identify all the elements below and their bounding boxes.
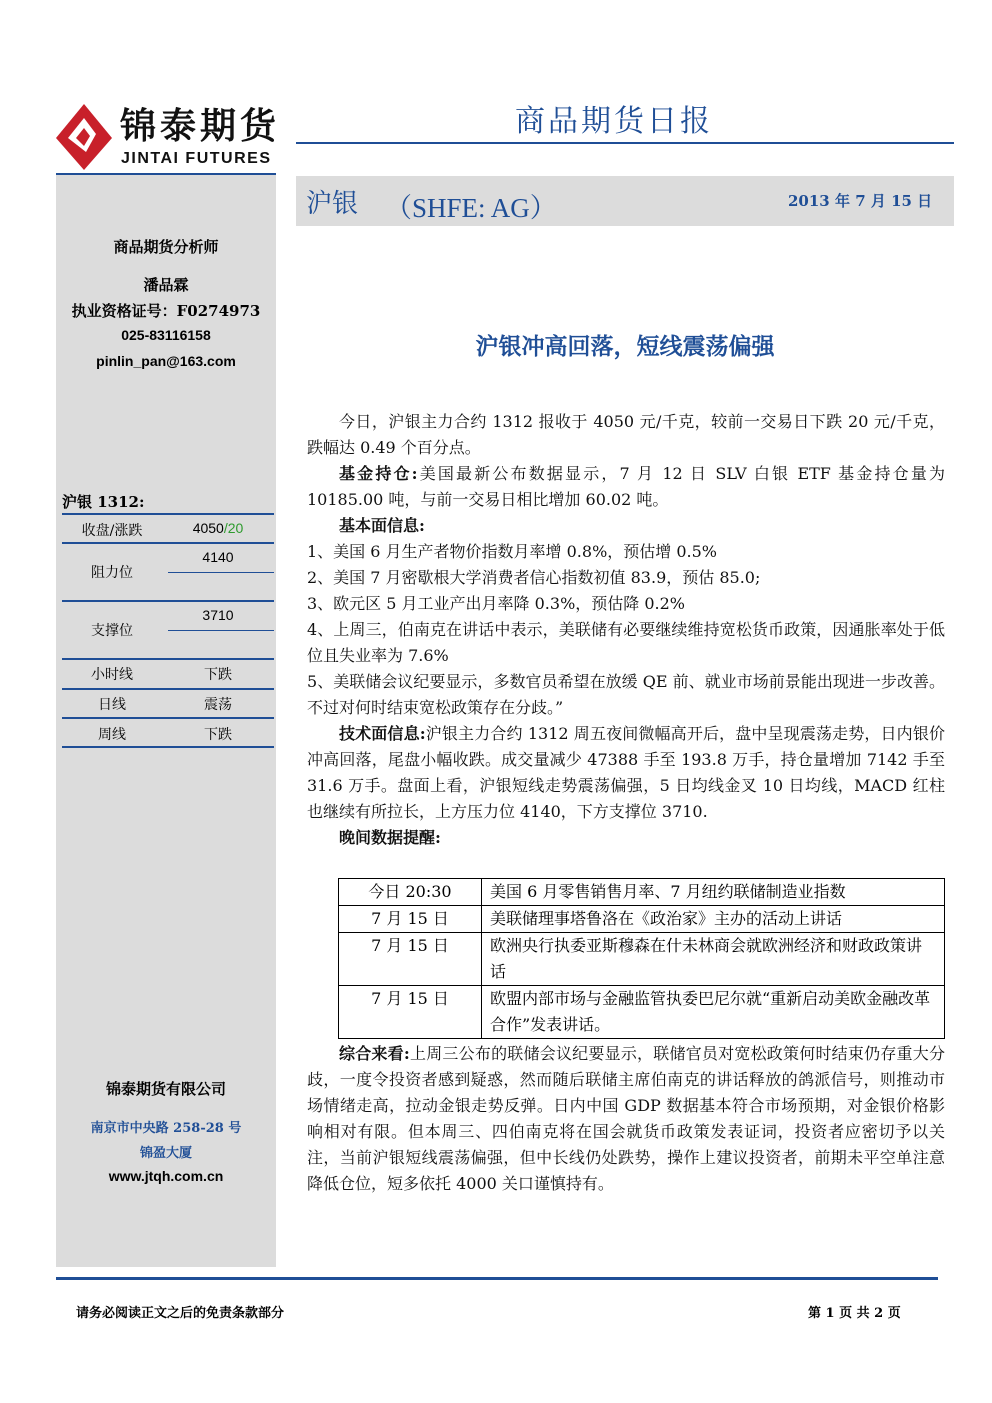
disclaimer-note: 请务必阅读正文之后的免责条款部分 bbox=[76, 1306, 285, 1321]
technical-label: 技术面信息: bbox=[339, 724, 426, 743]
event-time: 7 月 15 日 bbox=[339, 933, 482, 986]
table-row bbox=[339, 879, 945, 906]
analyst-phone: 025-83116158 bbox=[121, 327, 211, 343]
company-name: 锦泰期货有限公司 bbox=[105, 1080, 226, 1098]
table-row bbox=[339, 933, 945, 986]
company-website[interactable]: www.jtqh.com.cn bbox=[108, 1168, 224, 1184]
table-rule bbox=[62, 542, 274, 544]
event-time: 7 月 15 日 bbox=[339, 986, 482, 1039]
event-text: 美国 6 月零售销售月率、7 月纽约联储制造业指数 bbox=[482, 879, 945, 906]
sidebar-top-rule bbox=[56, 173, 276, 175]
event-text: 欧盟内部市场与金融监管执委巴尼尔就“重新启动美欧金融改革合作”发表讲话。 bbox=[482, 986, 945, 1039]
table-rule bbox=[62, 717, 274, 719]
table-rule bbox=[62, 688, 274, 690]
close-change-value: 4050/20 bbox=[192, 520, 244, 536]
article-headline: 沪银冲高回落，短线震荡偏强 bbox=[475, 334, 775, 360]
footer-divider bbox=[56, 1277, 938, 1280]
technical-text: 沪银主力合约 1312 周五夜间微幅高开后，盘中呈现震荡走势，日内银价冲高回落，尾盘小幅收跌。成交量减少 47388 手至 193.8 万手，持仓量增加 7142 手至 31.6 万手。盘面上看，沪银短线走势震荡偏强，5 日均线金叉 10 日均线，MACD 红柱也继续有所拉长，上方压力位 4140，下方支撑位 3710. bbox=[307, 724, 945, 821]
table-rule bbox=[168, 630, 274, 631]
events-table bbox=[338, 878, 945, 1039]
resistance-value: 4140 bbox=[202, 549, 234, 565]
close-change-label: 收盘/涨跌 bbox=[81, 523, 143, 539]
support-value: 3710 bbox=[202, 607, 234, 623]
contract-label: 沪银 1312: bbox=[62, 493, 145, 511]
table-rule bbox=[62, 600, 274, 602]
table-row bbox=[339, 986, 945, 1039]
evening-label: 晚间数据提醒: bbox=[339, 828, 441, 847]
hourly-label: 小时线 bbox=[91, 667, 133, 683]
company-address: 南京市中央路 258-28 号 bbox=[90, 1121, 242, 1136]
analyst-license: 执业资格证号：F0274973 bbox=[71, 302, 261, 320]
fundamental-item: 3、欧元区 5 月工业产出月率降 0.3%，预估降 0.2% bbox=[307, 594, 686, 613]
table-rule bbox=[168, 572, 274, 573]
daily-value: 震荡 bbox=[204, 696, 232, 712]
intro-paragraph: 今日，沪银主力合约 1312 报收于 4050 元/千克，较前一交易日下跌 20 元/千克，跌幅达 0.49 个百分点。 bbox=[307, 412, 945, 457]
fund-label: 基金持仓: bbox=[339, 464, 418, 483]
resistance-label: 阻力位 bbox=[91, 565, 133, 581]
summary-paragraph bbox=[307, 1041, 945, 1197]
analyst-role: 商品期货分析师 bbox=[113, 238, 219, 256]
daily-label: 日线 bbox=[98, 697, 126, 713]
analyst-name: 潘品霖 bbox=[143, 276, 189, 294]
logo-chinese-text: 锦泰期货 bbox=[120, 106, 281, 147]
fund-paragraph bbox=[307, 461, 945, 513]
technical-paragraph bbox=[307, 721, 945, 825]
table-rule bbox=[62, 658, 274, 660]
table-row bbox=[339, 906, 945, 933]
event-time: 今日 20:30 bbox=[339, 879, 482, 906]
fundamental-label: 基本面信息: bbox=[339, 516, 425, 535]
weekly-value: 下跌 bbox=[204, 726, 232, 742]
product-code: （SHFE: AG） bbox=[385, 193, 557, 223]
logo-english-text: JINTAI FUTURES bbox=[121, 150, 272, 167]
change-value: /20 bbox=[223, 520, 244, 536]
product-name: 沪银 bbox=[306, 189, 359, 219]
page-number: 第 1 页 共 2 页 bbox=[808, 1306, 901, 1321]
table-rule bbox=[62, 746, 274, 748]
event-time: 7 月 15 日 bbox=[339, 906, 482, 933]
event-text: 欧洲央行执委亚斯穆森在什未林商会就欧洲经济和财政政策讲话 bbox=[482, 933, 945, 986]
fundamental-item: 1、美国 6 月生产者物价指数月率增 0.8%，预估增 0.5% bbox=[307, 542, 718, 561]
table-rule bbox=[62, 513, 274, 515]
report-title: 商品期货日报 bbox=[515, 104, 713, 139]
report-date: 2013 年 7 月 15 日 bbox=[788, 192, 933, 210]
summary-label: 综合来看: bbox=[339, 1044, 410, 1063]
support-label: 支撑位 bbox=[91, 623, 133, 639]
title-divider bbox=[296, 142, 954, 144]
fundamental-item: 2、美国 7 月密歇根大学消费者信心指数初值 83.9，预估 85.0; bbox=[307, 568, 761, 587]
fundamental-item: 4、上周三，伯南克在讲话中表示，美联储有必要继续维持宽松货币政策，因通胀率处于低位且失业率为 7.6% bbox=[307, 620, 945, 665]
hourly-value: 下跌 bbox=[204, 666, 232, 682]
article-body bbox=[307, 409, 945, 851]
event-text: 美联储理事塔鲁洛在《政治家》主办的活动上讲话 bbox=[482, 906, 945, 933]
company-building: 锦盈大厦 bbox=[139, 1146, 192, 1161]
weekly-label: 周线 bbox=[98, 727, 126, 743]
summary-text: 上周三公布的联储会议纪要显示，联储官员对宽松政策何时结束仍存重大分歧，一度令投资者感到疑惑，然而随后联储主席伯南克的讲话释放的鸽派信号，则推动市场情绪走高，拉动金银走势反弹。日内中国 GDP 数据基本符合市场预期，对金银价格影响相对有限。但本周三、四伯南克将在国会就货币政策发表证词，投资者应密切予以关注，当前沪银短线震荡偏强，但中长线仍处跌势，操作上建议投资者，前期未平空单注意降低仓位，短多依托 4000 关口谨慎持有。 bbox=[307, 1044, 945, 1193]
fund-text: 美国最新公布数据显示，7 月 12 日 SLV 白银 ETF 基金持仓量为 10185.00 吨，与前一交易日相比增加 60.02 吨。 bbox=[307, 464, 945, 509]
analyst-email: pinlin_pan@163.com bbox=[96, 353, 236, 369]
fundamental-item: 5、美联储会议纪要显示，多数官员希望在放缓 QE 前、就业市场前景能出现进一步改善。不过对何时结束宽松政策存在分歧。” bbox=[307, 672, 945, 717]
summary-section bbox=[307, 1041, 945, 1197]
